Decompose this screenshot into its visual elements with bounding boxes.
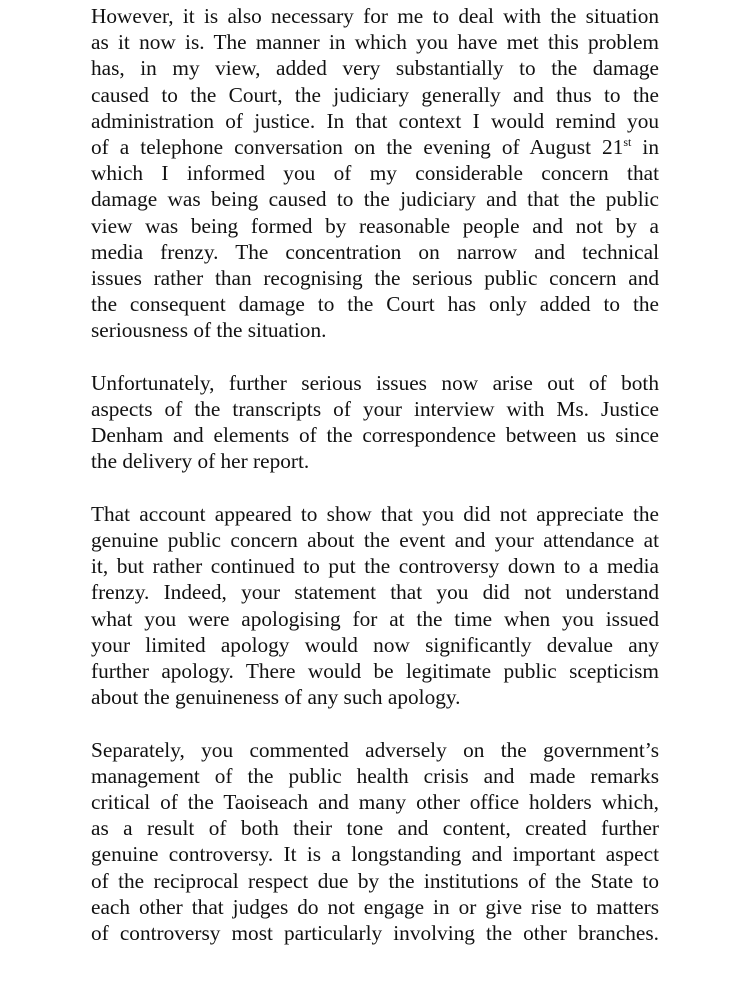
text-line: However, it is also necessary for me to deal with the situation bbox=[91, 4, 659, 28]
text-line: further apology. There would be legitimate public scepticism bbox=[91, 659, 659, 684]
text-line: critical of the Taoiseach and many other office holders which, bbox=[91, 790, 659, 815]
text-line: your limited apology would now significantly devalue any bbox=[91, 632, 659, 657]
text-line: frenzy. Indeed, your statement that you did not understand bbox=[91, 580, 659, 605]
text-line: as it now is. The manner in which you have met this problem bbox=[91, 30, 659, 55]
text-line: media frenzy. The concentration on narrow and technical bbox=[91, 239, 659, 264]
date-line-text: of a telephone conversation on the evening of August 21 bbox=[91, 135, 624, 160]
text-line-with-date bbox=[91, 134, 659, 160]
text-line: caused to the Court, the judiciary generally and thus to the bbox=[91, 82, 659, 107]
text-line: Unfortunately, further serious issues now arise out of both bbox=[91, 370, 659, 395]
letter-page bbox=[91, 3, 659, 972]
text-line: has, in my view, added very substantially to the damage bbox=[91, 56, 659, 81]
paragraph-1 bbox=[91, 3, 659, 344]
text-line: Denham and elements of the correspondence between us since bbox=[91, 423, 659, 448]
text-line: genuine controversy. It is a longstanding and important aspect bbox=[91, 842, 659, 867]
text-line: it, but rather continued to put the controversy down to a media bbox=[91, 554, 659, 579]
text-line: the consequent damage to the Court has only added to the bbox=[91, 292, 659, 317]
text-line: of controversy most particularly involving the other branches. bbox=[91, 921, 659, 946]
text-line: Separately, you commented adversely on the government’s bbox=[91, 737, 659, 762]
text-line: That account appeared to show that you did not appreciate the bbox=[91, 501, 659, 526]
text-line: administration of justice. In that context I would remind you bbox=[91, 108, 659, 133]
text-line: of the reciprocal respect due by the institutions of the State to bbox=[91, 868, 659, 893]
text-line: what you were apologising for at the time when you issued bbox=[91, 606, 659, 631]
text-line: genuine public concern about the event and your attendance at bbox=[91, 528, 659, 553]
text-line: about the genuineness of any such apology. bbox=[91, 685, 461, 710]
text-line: the delivery of her report. bbox=[91, 449, 310, 474]
text-line: issues rather than recognising the serious public concern and bbox=[91, 266, 659, 291]
date-line-tail: in bbox=[631, 135, 659, 160]
text-line: damage was being caused to the judiciary and that the public bbox=[91, 187, 659, 212]
text-line: which I informed you of my considerable concern that bbox=[91, 161, 659, 186]
text-line: aspects of the transcripts of your interview with Ms. Justice bbox=[91, 397, 659, 422]
paragraph-2 bbox=[91, 370, 659, 475]
text-line: each other that judges do not engage in or give rise to matters bbox=[91, 894, 659, 919]
text-line: management of the public health crisis and made remarks bbox=[91, 763, 659, 788]
text-line: seriousness of the situation. bbox=[91, 318, 327, 343]
paragraph-4 bbox=[91, 737, 659, 947]
paragraph-3 bbox=[91, 501, 659, 711]
text-line: view was being formed by reasonable people and not by a bbox=[91, 213, 659, 238]
text-line: as a result of both their tone and content, created further bbox=[91, 816, 659, 841]
date-ordinal-suffix: st bbox=[623, 135, 632, 150]
